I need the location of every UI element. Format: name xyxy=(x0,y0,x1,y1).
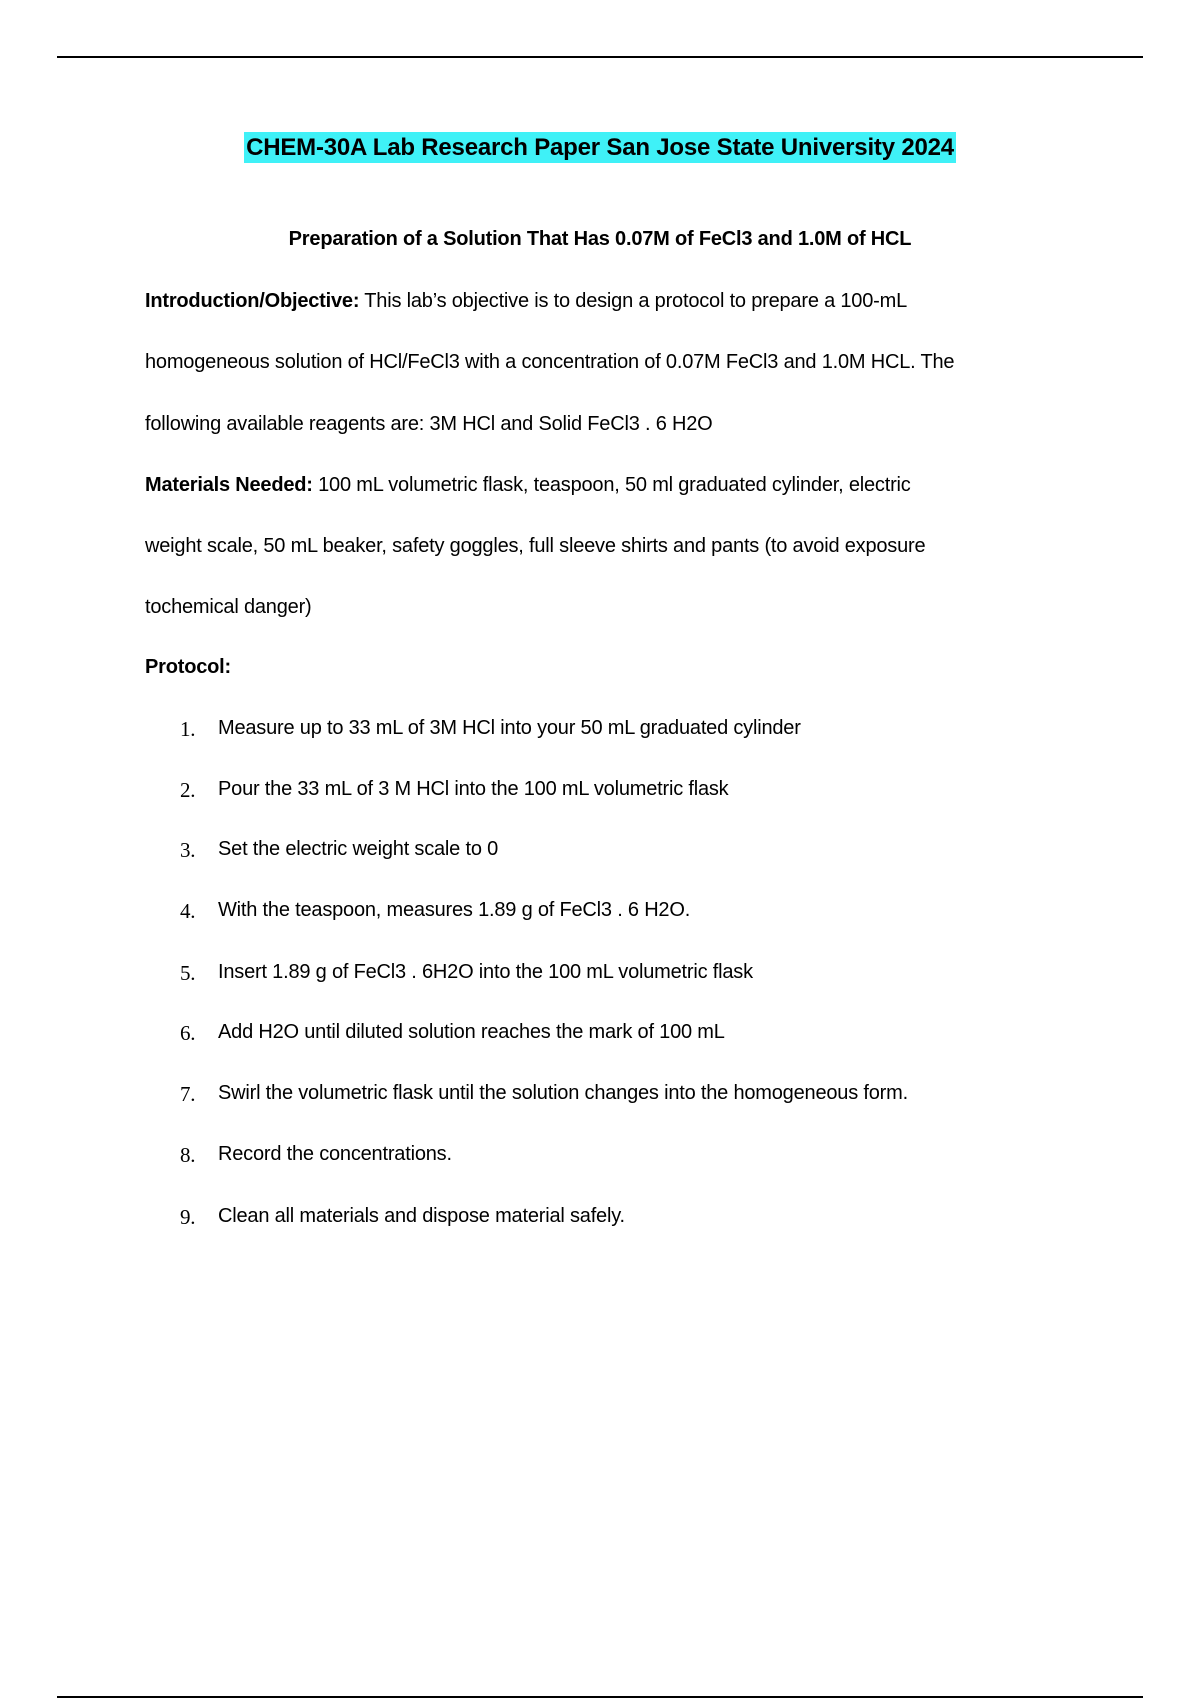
materials-line-3: tochemical danger) xyxy=(145,596,312,618)
materials-label: Materials Needed: xyxy=(145,474,313,496)
page-title xyxy=(0,134,1200,162)
step-text: Add H2O until diluted solution reaches the mark of 100 mL xyxy=(218,1021,725,1043)
intro-line-3: following available reagents are: 3M HCl and Solid FeCl3 . 6 H2O xyxy=(145,413,713,435)
intro-line-1 xyxy=(145,290,907,313)
bottom-rule xyxy=(57,1696,1143,1698)
step-text: Clean all materials and dispose material safely. xyxy=(218,1205,625,1227)
step-text: Pour the 33 mL of 3 M HCl into the 100 mL volumetric flask xyxy=(218,778,729,800)
title-highlight: CHEM-30A Lab Research Paper San Jose State University 2024 xyxy=(246,134,954,161)
intro-text-1: This lab’s objective is to design a protocol to prepare a 100-mL xyxy=(359,290,907,312)
step-text: Insert 1.89 g of FeCl3 . 6H2O into the 100 mL volumetric flask xyxy=(218,961,753,983)
step-number: 8. xyxy=(180,1143,196,1167)
step-text: Swirl the volumetric flask until the solution changes into the homogeneous form. xyxy=(218,1082,908,1104)
step-number: 4. xyxy=(180,899,196,923)
materials-line-2: weight scale, 50 mL beaker, safety goggles, full sleeve shirts and pants (to avoid exposure xyxy=(145,535,926,557)
step-number: 6. xyxy=(180,1021,196,1045)
protocol-label: Protocol: xyxy=(145,656,231,678)
intro-label: Introduction/Objective: xyxy=(145,290,360,312)
intro-line-2: homogeneous solution of HCl/FeCl3 with a concentration of 0.07M FeCl3 and 1.0M HCL. The xyxy=(145,351,955,373)
step-number: 9. xyxy=(180,1205,196,1229)
step-number: 1. xyxy=(180,717,196,741)
step-number: 3. xyxy=(180,838,196,862)
document-subtitle: Preparation of a Solution That Has 0.07M of FeCl3 and 1.0M of HCL xyxy=(288,228,912,250)
step-text: Set the electric weight scale to 0 xyxy=(218,838,499,860)
step-number: 7. xyxy=(180,1082,196,1106)
materials-text-1: 100 mL volumetric flask, teaspoon, 50 ml graduated cylinder, electric xyxy=(312,474,911,496)
step-text: Measure up to 33 mL of 3M HCl into your 50 mL graduated cylinder xyxy=(218,717,801,739)
top-rule xyxy=(57,56,1143,58)
step-text: With the teaspoon, measures 1.89 g of FeCl3 . 6 H2O. xyxy=(218,899,691,921)
step-text: Record the concentrations. xyxy=(218,1143,452,1165)
step-number: 5. xyxy=(180,961,196,985)
materials-line-1 xyxy=(145,474,911,497)
step-number: 2. xyxy=(180,778,196,802)
